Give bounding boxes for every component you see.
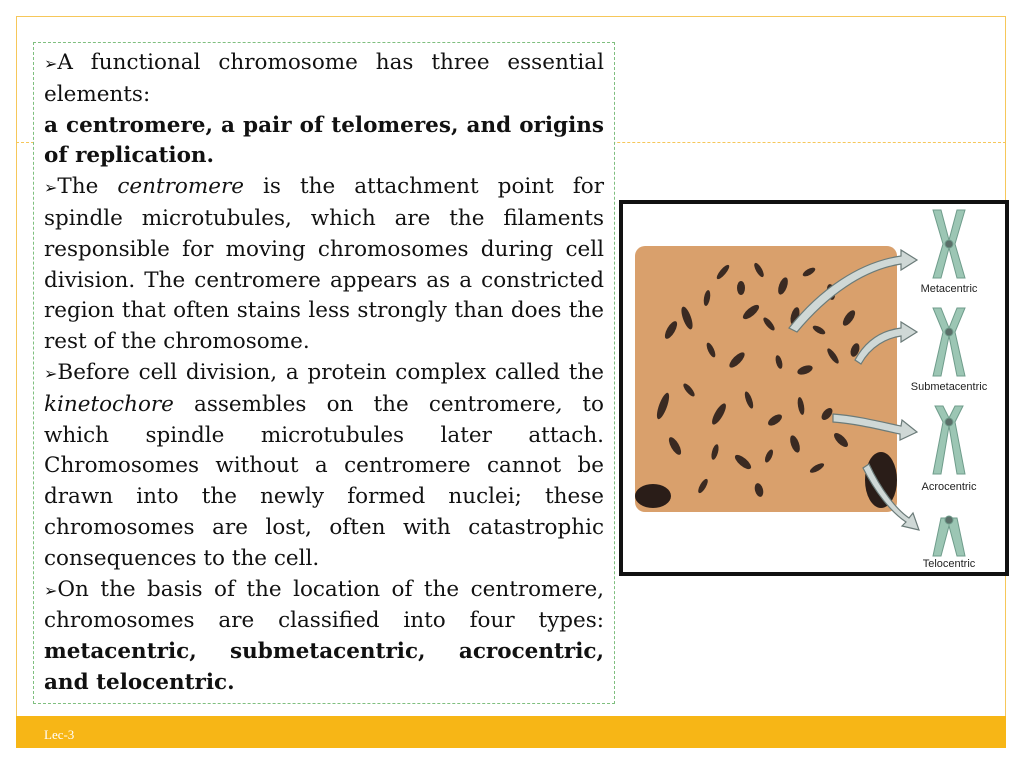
para1-text: A functional chromosome has three essential elements:	[44, 50, 604, 107]
label-metacentric: Metacentric	[920, 283, 978, 295]
bullet-paragraph-1	[44, 48, 604, 172]
label-submetacentric: Submetacentric	[910, 381, 988, 393]
bullet-paragraph-2	[44, 172, 604, 358]
para3-italic-term: kinetochore	[44, 391, 174, 417]
para2-text-a: The	[57, 174, 118, 200]
footer-label: Lec-3	[44, 727, 75, 742]
para3-text-a: Before cell division, a protein complex called the	[57, 359, 604, 385]
footer-bar	[16, 716, 1006, 748]
arrowhead-bullet-icon: ➢	[44, 363, 58, 383]
arrowhead-bullet-icon: ➢	[44, 54, 58, 73]
metaphase-spread-photo	[635, 246, 897, 512]
para4-bold-text: metacentric, submetacentric, acrocentric, and telocentric.	[44, 639, 604, 695]
chromosome-types-figure	[619, 200, 1009, 576]
para1-bold-text: a centromere, a pair of telomeres, and origins of replication.	[44, 112, 604, 169]
arrowhead-bullet-icon: ➢	[44, 178, 58, 198]
para3-text-c: to which spindle microtubules later attach. Chromosomes without a centromere cannot be drawn into the newly formed nuclei; these chromosomes are lost, often with catastrophic consequences to the cell.	[44, 391, 604, 571]
para2-text-b: is the attachment point for spindle microtubules, which are the filaments responsible for moving chromosomes during cell division. The centromere appears as a constricted region that often stains less strongly than does the rest of the chromosome.	[44, 174, 604, 355]
para3-text-b: assembles on the centromere	[173, 391, 556, 417]
para3-italic-comma: ,	[555, 391, 563, 417]
content-text	[44, 48, 604, 699]
figure-svg	[619, 200, 1009, 576]
bullet-paragraph-3	[44, 358, 604, 575]
para4-text: On the basis of the location of the centromere, chromosomes are classified into four types:	[44, 576, 604, 634]
label-telocentric: Telocentric	[922, 558, 976, 570]
label-acrocentric: Acrocentric	[921, 481, 977, 493]
arrowhead-bullet-icon: ➢	[44, 580, 58, 600]
para2-italic-term: centromere	[117, 174, 244, 200]
bullet-paragraph-4	[44, 575, 604, 699]
